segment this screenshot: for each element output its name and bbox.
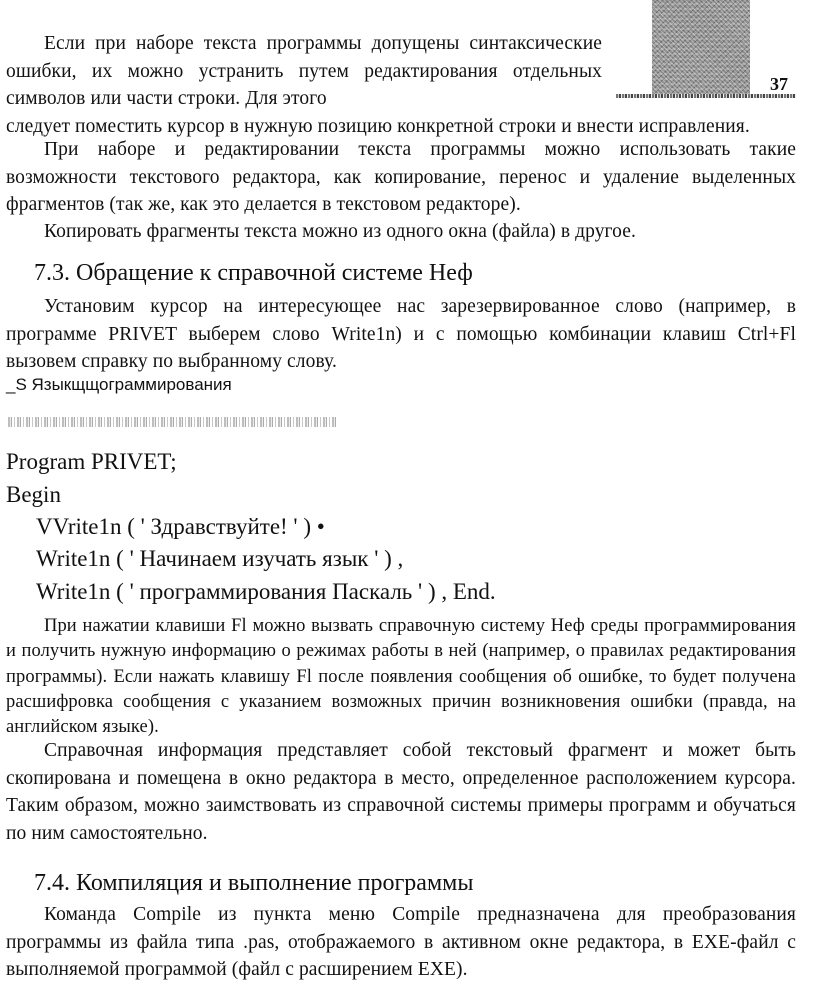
section-heading-7-4: 7.4. Компиляция и выполнение программы	[34, 870, 474, 896]
paragraph-editing-features: При наборе и редактировании текста программы можно использовать такие возможности текстового редактора, как копирование, перенос и удаление выделенных фрагментов (так же, как это делается в текстовом редакторе).	[6, 139, 796, 215]
paragraph-compile: Команда Compile из пункта меню Compile предназначена для преобразования программы из файла типа .pas, отображаемого в активном окне редактора, в EXE-файл с выполняемой программой (файл с расширением EXE).	[6, 904, 796, 980]
menu-caption: _S Языкщщограммирования	[6, 375, 232, 394]
code-line-writeln-3: Write1n ( ' программирования Паскаль ' ) , End.	[36, 579, 496, 604]
paragraph-copy-fragments: Копировать фрагменты текста можно из одного окна (файла) в другое.	[44, 221, 636, 242]
code-line-writeln-1: VVrite1n ( ' Здравствуйте! ' ) •	[36, 514, 325, 539]
intro-paragraph-beside-image: Если при наборе текста программы допущены синтаксические ошибки, их можно устранить путем редактирования отдельных символов или части строки. Для этого	[6, 33, 602, 109]
code-line-begin: Begin	[6, 482, 61, 507]
scan-noise-line	[8, 417, 338, 427]
paragraph-help-info: Справочная информация представляет собой текстовый фрагмент и может быть скопирована и помещена в окно редактора в место, определенное расположением курсора. Таким образом, можно заимствовать из справочной системы примеры программ и обучаться по ним самостоятельно.	[6, 740, 796, 844]
intro-paragraph-continuation: следует поместить курсор в нужную позицию конкретной строки и внести исправления.	[6, 116, 750, 137]
section-heading-7-3: 7.3. Обращение к справочной системе Неф	[34, 260, 473, 286]
code-line-program: Program PRIVET;	[6, 449, 177, 474]
paragraph-help-lookup: Установим курсор на интересующее нас зарезервированное слово (например, в программе PRIVET выберем слово Write1n) и с помощью комбинации клавиш Ctrl+Fl вызовем справку по выбранному слову.	[6, 296, 796, 372]
code-line-writeln-2: Write1n ( ' Начинаем изучать язык ' ) ,	[36, 546, 404, 571]
paragraph-f1-help: При нажатии клавиши Fl можно вызвать справочную систему Неф среды программирования и получить нужную информацию о режимах работы в ней (например, о правилах редактирования программы). Если нажать клавишу Fl после появления сообщения об ошибке, то будет получена расшифровка сообщения с указанием возможных причин возникновения ошибки (правда, на английском языке).	[6, 616, 796, 738]
scanned-figure	[652, 0, 750, 95]
page-number: 37	[770, 74, 788, 94]
scan-rule-line	[616, 94, 796, 98]
